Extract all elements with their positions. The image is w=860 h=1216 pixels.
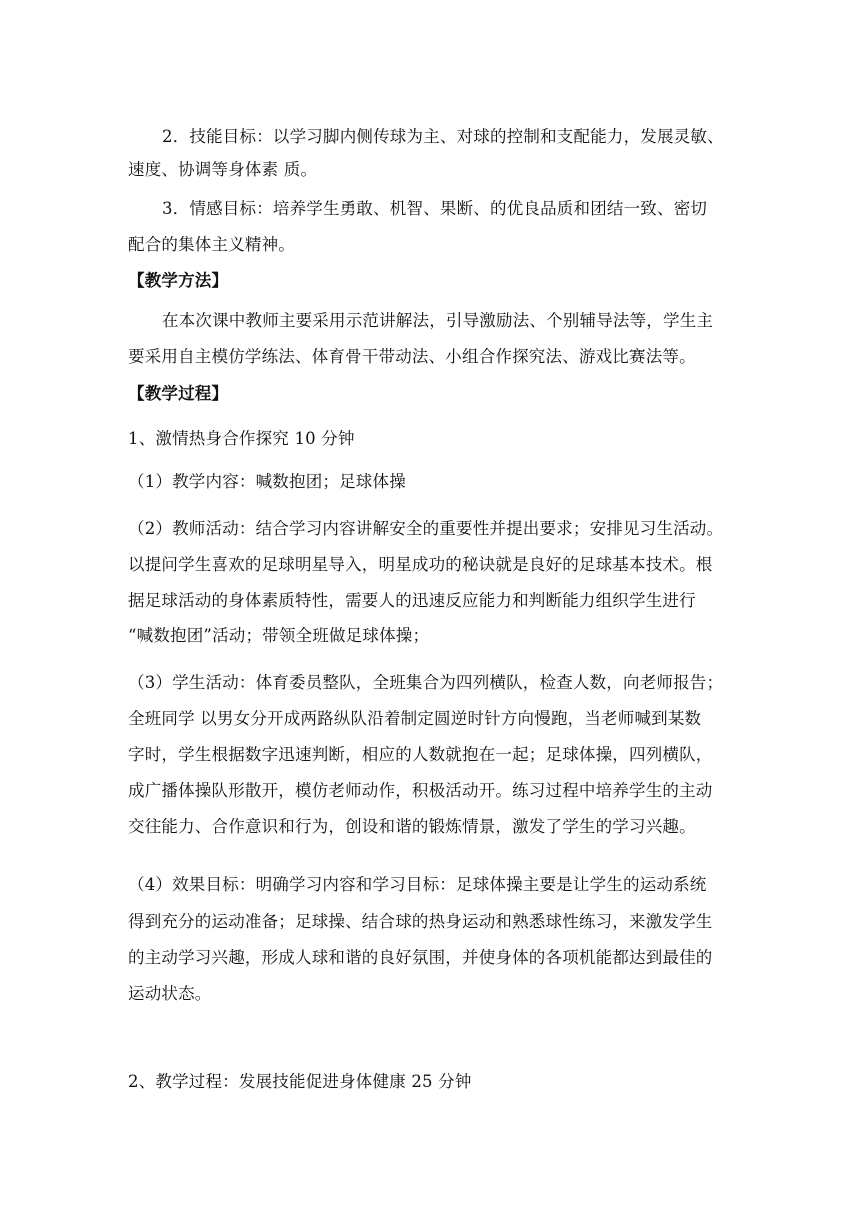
teacher-activity-line-3: 据足球活动的身体素质特性，需要人的迅速反应能力和判断能力组织学生进行 [128, 591, 696, 610]
skill-goal-line-2: 速度、协调等身体素 质。 [128, 160, 318, 179]
teacher-activity-line-1: （2）教师活动：结合学习内容讲解安全的重要性并提出要求；安排见习生活动。 [128, 519, 724, 538]
emotion-goal-line-2: 配合的集体主义精神。 [128, 235, 295, 254]
section2-title: 2、教学过程：发展技能促进身体健康 25 分钟 [128, 1072, 472, 1091]
method-text-line-2: 要采用自主模仿学练法、体育骨干带动法、小组合作探究法、游戏比赛法等。 [128, 347, 696, 366]
section1-content: （1）教学内容：喊数抱团；足球体操 [128, 472, 406, 491]
method-text-line-1: 在本次课中教师主要采用示范讲解法，引导激励法、个别辅导法等，学生主 [162, 311, 714, 330]
student-activity-line-3: 字时，学生根据数字迅速判断，相应的人数就抱在一起；足球体操，四列横队， [128, 745, 713, 764]
section1-title: 1、激情热身合作探究 10 分钟 [128, 429, 355, 448]
student-activity-line-2: 全班同学 以男女分开成两路纵队沿着制定圆逆时针方向慢跑，当老师喊到某数 [128, 709, 702, 728]
teacher-activity-line-4: “喊数抱团”活动；带领全班做足球体操； [128, 626, 430, 645]
student-activity-line-1: （3）学生活动：体育委员整队，全班集合为四列横队，检查人数，向老师报告； [128, 673, 724, 692]
emotion-goal-line-1: 3．情感目标：培养学生勇敢、机智、果断、的优良品质和团结一致、密切 [162, 199, 708, 218]
method-heading: 【教学方法】 [128, 271, 229, 290]
skill-goal-line-1: 2．技能目标：以学习脚内侧传球为主、对球的控制和支配能力，发展灵敏、 [162, 127, 724, 146]
teacher-activity-line-2: 以提问学生喜欢的足球明星导入，明星成功的秘诀就是良好的足球基本技术。根 [128, 555, 713, 574]
effect-goal-line-1: （4）效果目标：明确学习内容和学习目标：足球体操主要是让学生的运动系统 [128, 875, 707, 894]
effect-goal-line-2: 得到充分的运动准备；足球操、结合球的热身运动和熟悉球性练习，来激发学生 [128, 912, 713, 931]
effect-goal-line-3: 的主动学习兴趣，形成人球和谐的良好氛围，并使身体的各项机能都达到最佳的 [128, 948, 713, 967]
student-activity-line-4: 成广播体操队形散开，模仿老师动作，积极活动开。练习过程中培养学生的主动 [128, 781, 713, 800]
process-heading: 【教学过程】 [128, 384, 229, 403]
student-activity-line-5: 交往能力、合作意识和行为，创设和谐的锻炼情景，激发了学生的学习兴趣。 [128, 817, 696, 836]
effect-goal-line-4: 运动状态。 [128, 984, 212, 1003]
